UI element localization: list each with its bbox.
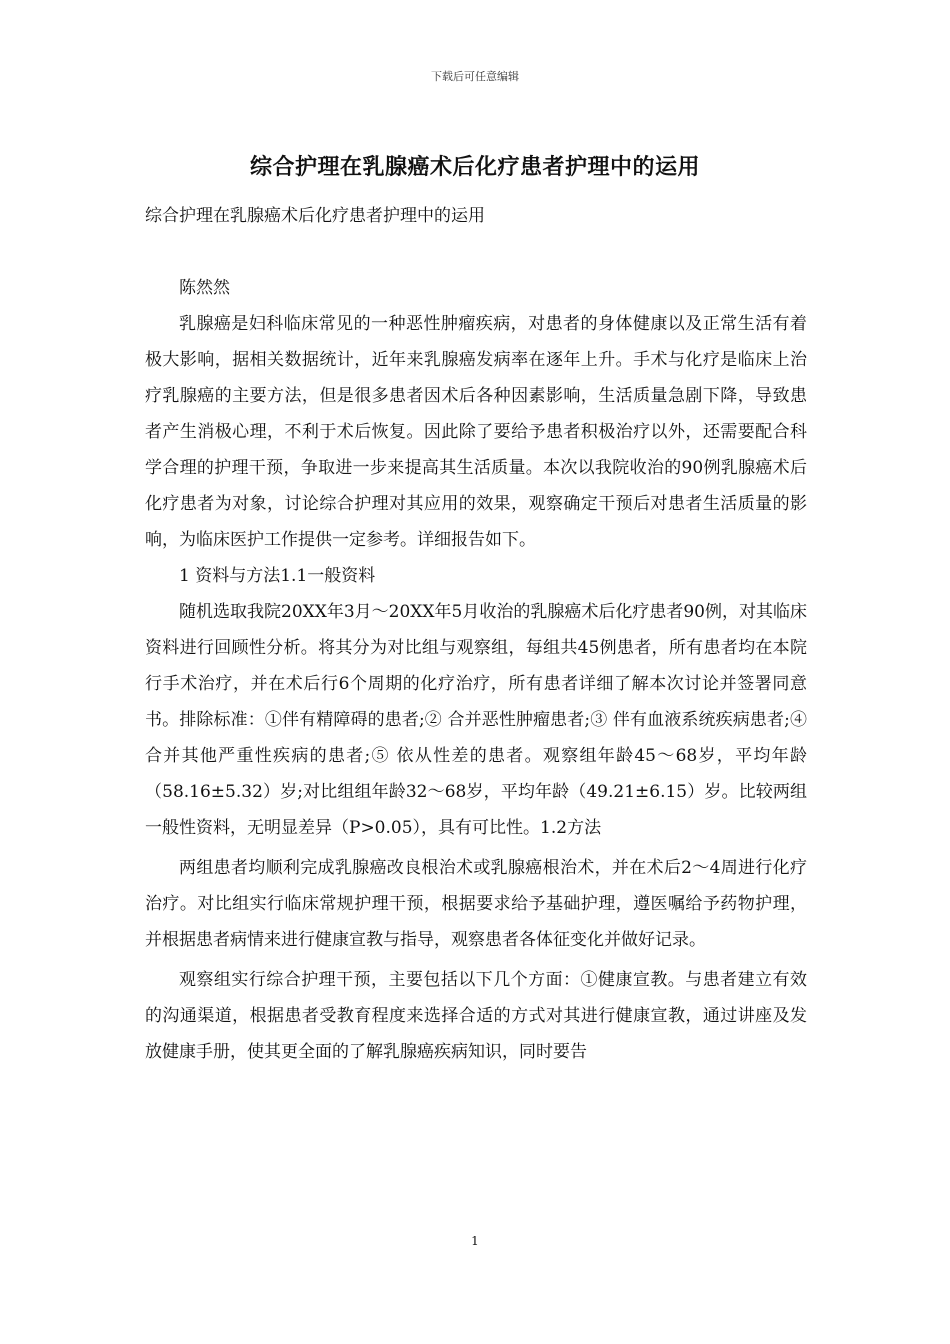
document-subtitle: 综合护理在乳腺癌术后化疗患者护理中的运用	[145, 206, 485, 226]
author-name: 陈然然	[179, 278, 230, 298]
page-number: 1	[471, 1234, 479, 1248]
section-heading: 1 资料与方法1.1一般资料	[179, 566, 376, 586]
document-body	[145, 270, 807, 1070]
header-note: 下载后可任意编辑	[431, 70, 519, 83]
document-title: 综合护理在乳腺癌术后化疗患者护理中的运用	[249, 154, 700, 180]
paragraph-general-data: 随机选取我院20XX年3月～20XX年5月收治的乳腺癌术后化疗患者90例，对其临床资料进行回顾性分析。将其分为对比组与观察组，每组共45例患者，所有患者均在本院行手术治疗，并在术后行6个周期的化疗治疗，所有患者详细了解本次讨论并签署同意书。排除标准：①伴有精障碍的患者;② 合并恶性肿瘤患者;③ 伴有血液系统疾病患者;④ 合并其他严重性疾病的患者;⑤ 依从性差的患者。观察组年龄45～68岁，平均年龄（58.16±5.32）岁;对比组组年龄32～68岁，平均年龄（49.21±6.15）岁。比较两组一般性资料，无明显差异（P>0.05），具有可比性。1.2方法	[145, 602, 807, 838]
paragraph-observation-group: 观察组实行综合护理干预，主要包括以下几个方面：①健康宣教。与患者建立有效的沟通渠道，根据患者受教育程度来选择合适的方式对其进行健康宣教，通过讲座及发放健康手册，使其更全面的了解乳腺癌疾病知识，同时要告	[145, 970, 807, 1062]
paragraph-control-group: 两组患者均顺利完成乳腺癌改良根治术或乳腺癌根治术，并在术后2～4周进行化疗治疗。对比组实行临床常规护理干预，根据要求给予基础护理，遵医嘱给予药物护理，并根据患者病情来进行健康宣教与指导，观察患者各体征变化并做好记录。	[145, 858, 807, 950]
paragraph-intro: 乳腺癌是妇科临床常见的一种恶性肿瘤疾病，对患者的身体健康以及正常生活有着极大影响，据相关数据统计，近年来乳腺癌发病率在逐年上升。手术与化疗是临床上治疗乳腺癌的主要方法，但是很多患者因术后各种因素影响，生活质量急剧下降，导致患者产生消极心理，不利于术后恢复。因此除了要给予患者积极治疗以外，还需要配合科学合理的护理干预，争取进一步来提高其生活质量。本次以我院收治的90例乳腺癌术后化疗患者为对象，讨论综合护理对其应用的效果，观察确定干预后对患者生活质量的影响，为临床医护工作提供一定参考。详细报告如下。	[145, 314, 807, 550]
